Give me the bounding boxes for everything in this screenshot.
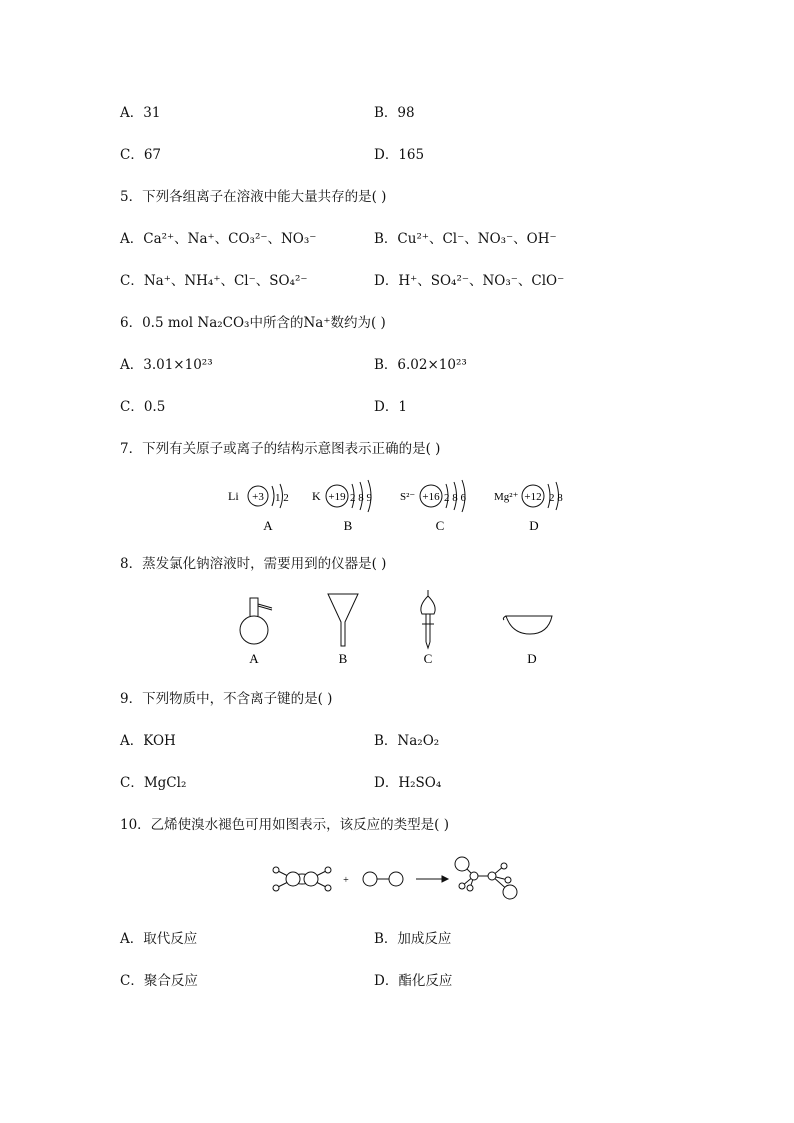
q9-stem: 9．下列物质中，不含离子键的是( ) [120, 691, 333, 707]
q5-option-a: A．Ca²⁺、Na⁺、CO₃²⁻、NO₃⁻ [120, 231, 317, 247]
q4-option-b: B．98 [374, 105, 415, 121]
diagram-c-label: C [435, 518, 445, 533]
diagram-d [494, 482, 563, 533]
reaction-diagram [270, 852, 530, 904]
reaction-arrow-icon [416, 876, 448, 882]
diagram-a-label: A [263, 518, 273, 533]
q9-option-c: C．MgCl₂ [120, 775, 187, 791]
q6-option-c: C．0.5 [120, 399, 166, 415]
apparatus-label-c: C [423, 651, 433, 666]
q9-option-b: B．Na₂O₂ [374, 733, 440, 749]
q5-option-c: C．Na⁺、NH₄⁺、Cl⁻、SO₄²⁻ [120, 273, 308, 289]
diagram-a [228, 484, 289, 533]
q6-option-b: B．6.02×10²³ [374, 357, 467, 373]
diagram-d-nucleus-charge: +12 [524, 491, 542, 503]
apparatus-label-d: D [527, 651, 537, 666]
diagram-a-nucleus-charge: +3 [252, 491, 264, 503]
diagram-d-symbol: Mg²⁺ [494, 491, 519, 503]
funnel-icon [328, 594, 358, 646]
diagram-c-symbol: S²⁻ [400, 491, 416, 503]
q9-option-d: D．H₂SO₄ [374, 775, 442, 791]
evaporating-dish-icon [503, 616, 552, 634]
diagram-b [312, 480, 373, 533]
diagram-b-shells: 2 8 9 [350, 492, 372, 504]
diagram-c [400, 480, 467, 533]
q6-option-d: D．1 [374, 399, 407, 415]
q4-option-c: C．67 [120, 147, 162, 163]
bromine-molecule-icon [363, 872, 403, 886]
q10-option-c: C．聚合反应 [120, 973, 198, 989]
apparatus-label-b: B [338, 651, 348, 666]
atomic-structure-diagrams [220, 478, 580, 538]
q10-option-b: B．加成反应 [374, 931, 452, 947]
q6-stem: 6．0.5 mol Na₂CO₃中所含的Na⁺数约为( ) [120, 315, 386, 331]
q5-stem: 5．下列各组离子在溶液中能大量共存的是( ) [120, 189, 387, 205]
plus-sign: + [343, 875, 349, 886]
q10-option-a: A．取代反应 [120, 931, 198, 947]
diagram-b-symbol: K [312, 489, 321, 503]
diagram-a-shells: 1 2 [275, 492, 289, 504]
diagram-b-label: B [343, 518, 353, 533]
q10-stem: 10．乙烯使溴水褪色可用如图表示，该反应的类型是( ) [120, 817, 450, 833]
separatory-funnel-icon [421, 590, 435, 648]
dibromoethane-molecule-icon [455, 857, 517, 899]
ethylene-molecule-icon [273, 867, 331, 891]
q5-option-d: D．H⁺、SO₄²⁻、NO₃⁻、ClO⁻ [374, 273, 565, 289]
q5-option-b: B．Cu²⁺、Cl⁻、NO₃⁻、OH⁻ [374, 231, 557, 247]
q8-stem: 8．蒸发氯化钠溶液时，需要用到的仪器是( ) [120, 556, 387, 572]
q4-option-d: D．165 [374, 147, 425, 163]
q4-option-a: A．31 [120, 105, 161, 121]
q10-option-d: D．酯化反应 [374, 973, 453, 989]
diagram-c-shells: 2 8 6 [444, 492, 466, 504]
distillation-flask-icon [240, 598, 272, 644]
apparatus-diagrams [230, 588, 570, 670]
q9-option-a: A．KOH [120, 733, 176, 749]
diagram-b-nucleus-charge: +19 [328, 491, 346, 503]
q7-stem: 7．下列有关原子或离子的结构示意图表示正确的是( ) [120, 441, 441, 457]
diagram-d-shells: 2 8 [549, 492, 563, 504]
diagram-d-label: D [529, 518, 539, 533]
diagram-c-nucleus-charge: +16 [422, 491, 440, 503]
apparatus-label-a: A [249, 651, 259, 666]
diagram-a-symbol: Li [228, 489, 239, 503]
q6-option-a: A．3.01×10²³ [120, 357, 213, 373]
